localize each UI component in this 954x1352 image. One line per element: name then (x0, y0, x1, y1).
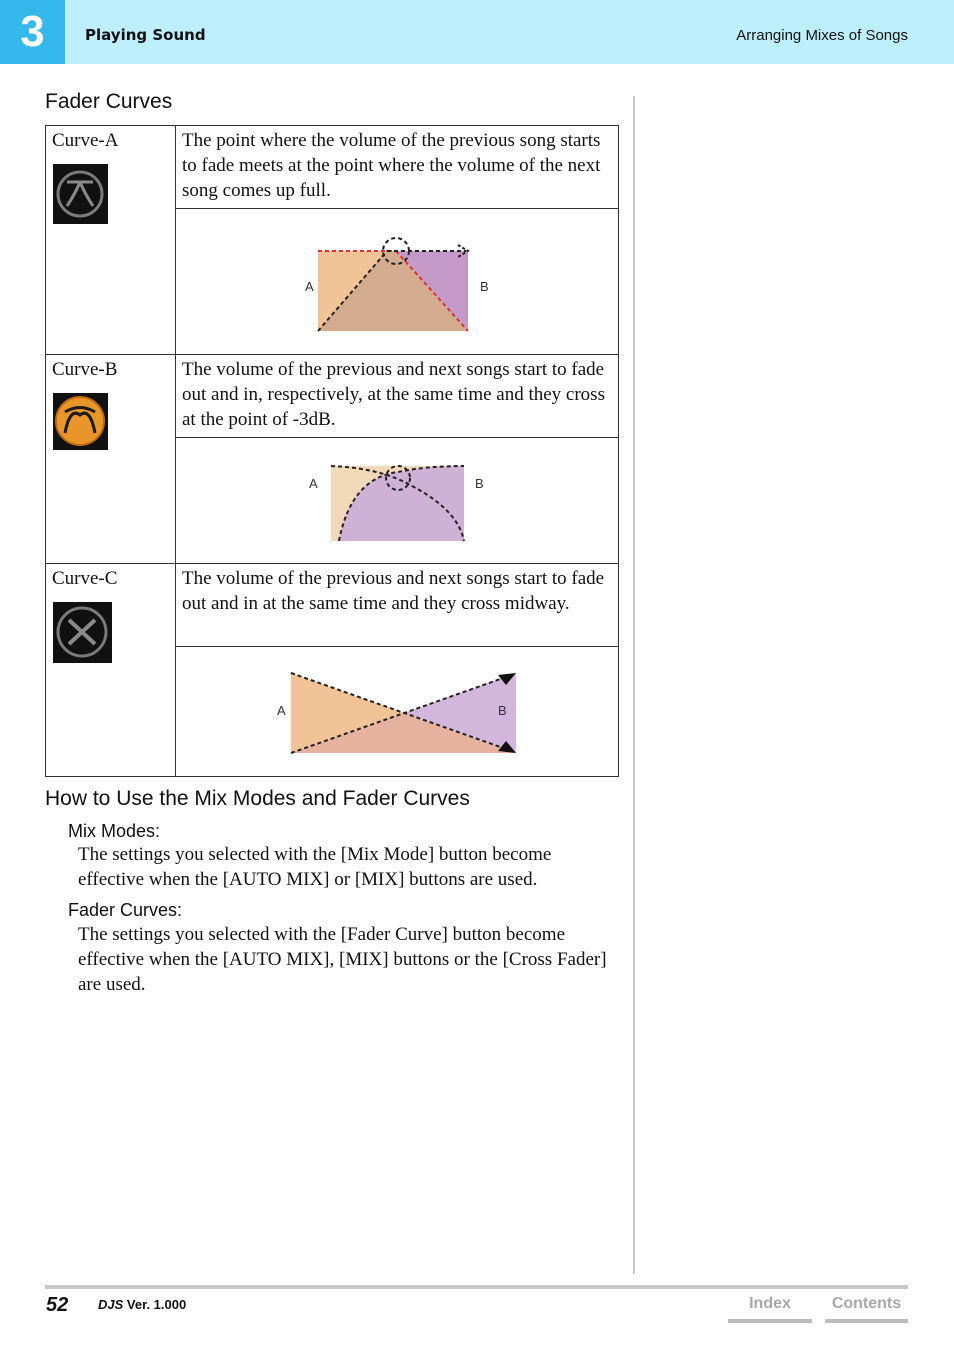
curve-a-diagram (176, 209, 618, 349)
fader-curves-text: The settings you selected with the [Fader Curve] button become effective when the [AUTO MIX], [MIX] buttons or the [Cross Fader] are used. (78, 924, 607, 995)
curve-b-diagram (176, 438, 618, 558)
curve-diagram-cell (176, 438, 619, 564)
footer-divider (45, 1285, 908, 1289)
curve-diagram-cell (176, 647, 619, 777)
table-row (46, 564, 619, 647)
label-a: A (305, 279, 314, 294)
section-title: Arranging Mixes of Songs (736, 27, 908, 44)
product-name: DJS (98, 1297, 124, 1312)
page-number: 52 (46, 1294, 69, 1316)
curve-name-cell (46, 126, 176, 355)
table-row (46, 126, 619, 209)
curve-c-diagram (176, 647, 618, 771)
version-label (98, 1297, 186, 1312)
label-b: B (475, 476, 484, 491)
label-a: A (277, 703, 286, 718)
curve-description: The point where the volume of the previous song starts to fade meets at the point where the volume of the next song comes up full. (176, 126, 619, 209)
mix-modes-text: The settings you selected with the [Mix Mode] button become effective when the [AUTO MIX] or [MIX] buttons are used. (78, 844, 552, 890)
column-divider (633, 96, 635, 1274)
label-b: B (480, 279, 489, 294)
curve-diagram-cell (176, 209, 619, 355)
curve-description: The volume of the previous and next songs start to fade out and in at the same time and they cross midway. (176, 564, 619, 647)
curve-name-cell (46, 564, 176, 777)
curve-name: Curve-A (52, 130, 119, 151)
label-a: A (309, 476, 318, 491)
contents-link[interactable]: Contents (825, 1295, 908, 1323)
curve-b-icon (53, 393, 108, 450)
curve-description: The volume of the previous and next songs start to fade out and in, respectively, at the same time and they cross at the point of -3dB. (176, 355, 619, 438)
fader-curves-heading: Fader Curves (45, 90, 173, 113)
curve-name-cell (46, 355, 176, 564)
curve-c-icon (53, 602, 112, 663)
index-link[interactable]: Index (728, 1295, 812, 1323)
curve-name: Curve-C (52, 568, 118, 589)
how-to-heading: How to Use the Mix Modes and Fader Curves (45, 787, 470, 810)
label-b: B (498, 703, 507, 718)
table-row (46, 355, 619, 438)
chapter-title: Playing Sound (85, 26, 206, 44)
chapter-number-badge: 3 (0, 0, 65, 64)
mix-modes-label: Mix Modes: (68, 821, 161, 841)
fader-curves-label: Fader Curves: (68, 900, 183, 920)
page-header (0, 0, 954, 64)
version-number: Ver. 1.000 (126, 1297, 187, 1312)
curve-a-icon (53, 164, 108, 224)
curve-name: Curve-B (52, 359, 118, 380)
fader-curves-table (45, 125, 619, 777)
